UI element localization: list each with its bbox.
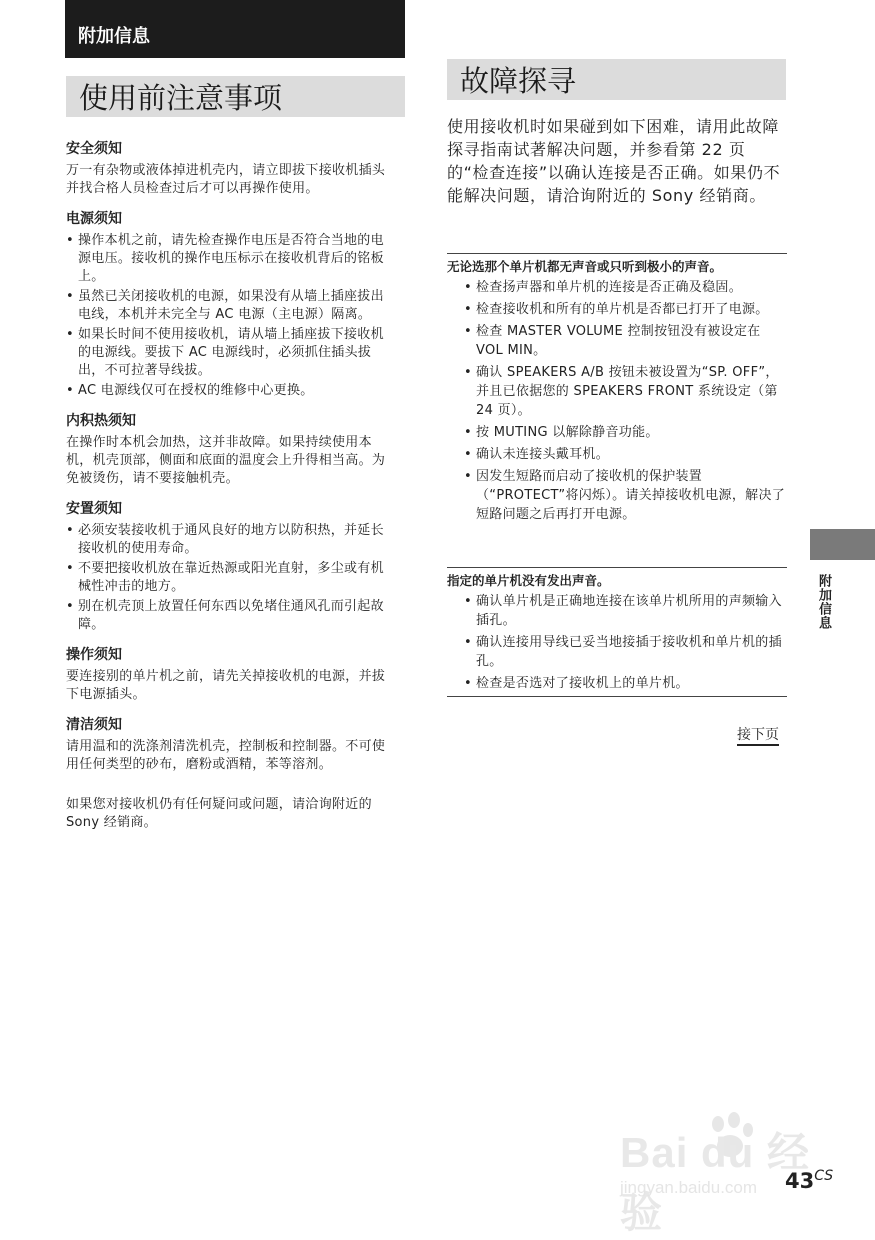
section-header-band (65, 0, 405, 58)
troubleshooting-intro: 使用接收机时如果碰到如下困难，请用此故障探寻指南试著解决问题，并参看第 22 页的“检查连接”以确认连接是否正确。如果仍不能解决问题，请洽询附近的 Sony 经销商。 (447, 117, 781, 205)
watermark-url: jingyan.baidu.com (620, 1178, 758, 1197)
list-item: • 检查 MASTER VOLUME 控制按钮没有被设定在 VOL MIN。 (464, 322, 787, 360)
list-item: • 操作本机之前，请先检查操作电压是否符合当地的电源电压。接收机的操作电压标示在接收机背后的铭板上。 (66, 232, 396, 286)
operation-heading: 操作须知 (66, 647, 122, 663)
power-list (66, 232, 396, 400)
next-page-link[interactable] (737, 724, 779, 744)
heat-heading: 内积热须知 (66, 413, 136, 429)
page-number-suffix: CS (814, 1168, 834, 1184)
operation-text: 要连接别的单片机之前，请先关掉接收机的电源，并拔下电源插头。 (66, 669, 386, 702)
placement-heading: 安置须知 (66, 501, 122, 517)
power-heading: 电源须知 (66, 211, 122, 227)
page-number (785, 1168, 833, 1193)
side-tab-label: 附加信息 (816, 574, 831, 630)
list-item: • AC 电源线仅可在授权的维修中心更换。 (66, 382, 396, 400)
placement-list (66, 522, 396, 634)
baidu-watermark (620, 1110, 820, 1236)
list-item: • 因发生短路而启动了接收机的保护装置（“PROTECT”将闪烁）。请关掉接收机电源，解决了短路问题之后再打开电源。 (464, 467, 787, 524)
safety-heading: 安全须知 (66, 141, 122, 157)
watermark-brand: Bai du 经验 (620, 1129, 811, 1236)
list-item: • 确认未连接头戴耳机。 (464, 445, 787, 464)
left-section-title-text: 使用前注意事项 (79, 81, 283, 115)
list-item: • 不要把接收机放在靠近热源或阳光直射，多尘或有机械性冲击的地方。 (66, 560, 396, 596)
cleaning-text: 请用温和的洗涤剂清洗机壳，控制板和控制器。不可使用任何类型的砂布，磨粉或酒精，苯等溶剂。 (66, 739, 386, 772)
left-section-title (66, 76, 405, 117)
list-item: • 确认 SPEAKERS A/B 按钮未被设置为“SP. OFF”，并且已依据您的 SPEAKERS FRONT 系统设定（第 24 页）。 (464, 363, 787, 420)
cleaning-heading: 清洁须知 (66, 717, 122, 733)
list-item: • 必须安装接收机于通风良好的地方以防积热，并延长接收机的使用寿命。 (66, 522, 396, 558)
divider (447, 567, 787, 568)
list-item: • 别在机壳顶上放置任何东西以免堵住通风孔而引起故障。 (66, 598, 396, 634)
safety-text: 万一有杂物或液体掉进机壳内，请立即拔下接收机插头并找合格人员检查过后才可以再操作使用。 (66, 163, 386, 196)
right-section-title-text: 故障探寻 (460, 64, 577, 98)
heat-text: 在操作时本机会加热，这并非故障。如果持续使用本机，机壳顶部，侧面和底面的温度会上升得相当高。为免被烫伤，请不要接触机壳。 (66, 435, 386, 486)
list-item: • 检查扬声器和单片机的连接是否正确及稳固。 (464, 278, 787, 297)
problem-block-no-sound (447, 253, 787, 532)
side-tab-marker (810, 529, 875, 560)
list-item: • 如果长时间不使用接收机，请从墙上插座拔下接收机的电源线。要拔下 AC 电源线时，必须抓住插头拔出，不可拉著导线拔。 (66, 326, 396, 380)
problem-title: 指定的单片机没有发出声音。 (447, 573, 610, 588)
problem-title: 无论选那个单片机都无声音或只听到极小的声音。 (447, 259, 723, 274)
precautions-column (66, 140, 396, 844)
list-item: • 确认单片机是正确地连接在该单片机所用的声频输入插孔。 (464, 592, 787, 630)
divider (447, 253, 787, 254)
list-item: • 确认连接用导线已妥当地接插于接收机和单片机的插孔。 (464, 633, 787, 671)
closing-text: 如果您对接收机仍有任何疑问或问题，请洽询附近的 Sony 经销商。 (66, 797, 372, 830)
list-item: • 按 MUTING 以解除静音功能。 (464, 423, 787, 442)
section-header-label: 附加信息 (78, 26, 150, 47)
list-item: • 检查接收机和所有的单片机是否都已打开了电源。 (464, 300, 787, 319)
problem-solutions-list (447, 592, 787, 693)
divider (447, 696, 787, 697)
right-section-title (447, 59, 786, 100)
next-page-label: 接下页 (737, 727, 779, 746)
page-number-value: 43 (785, 1169, 815, 1193)
list-item: • 虽然已关闭接收机的电源，如果没有从墙上插座拔出电线，本机并未完全与 AC 电源（主电源）隔离。 (66, 288, 396, 324)
problem-block-component-no-sound (447, 567, 787, 701)
problem-solutions-list (447, 278, 787, 524)
list-item: • 检查是否选对了接收机上的单片机。 (464, 674, 787, 693)
